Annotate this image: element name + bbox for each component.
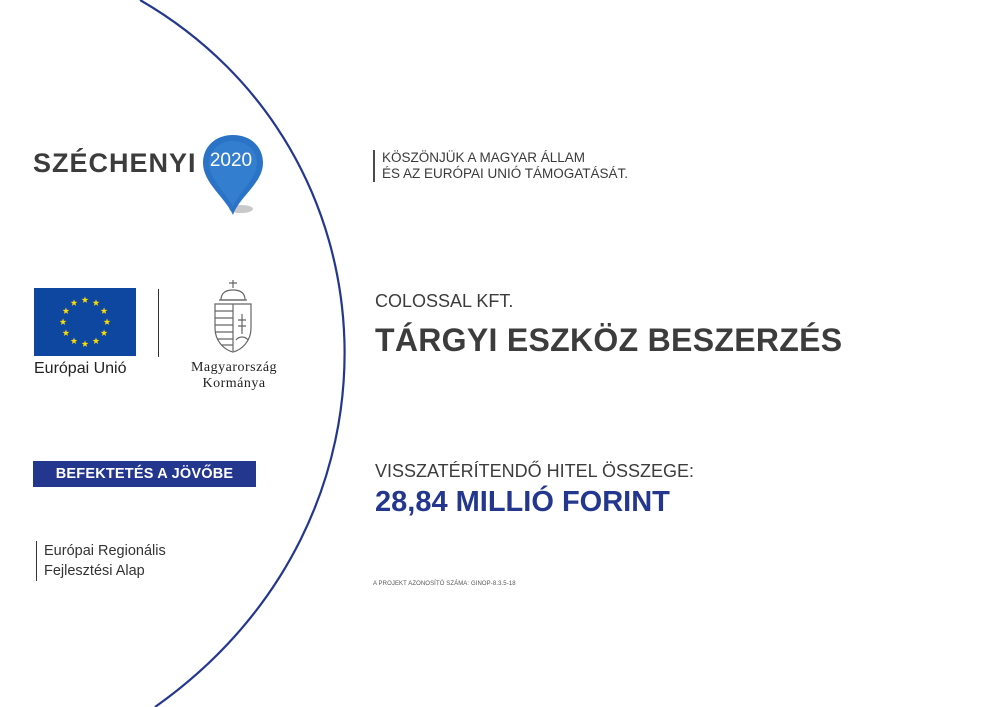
szechenyi-wordmark: SZÉCHENYI (33, 148, 197, 178)
fund-line-1: Európai Regionális (44, 543, 166, 559)
eu-flag-icon (34, 288, 136, 356)
logo-divider (158, 289, 159, 357)
loan-label: VISSZATÉRÍTENDŐ HITEL ÖSSZEGE: (375, 461, 695, 481)
eu-label: Európai Unió (34, 360, 127, 377)
government-line-1: Magyarország (190, 360, 278, 375)
hungary-coat-of-arms-icon (211, 278, 255, 354)
project-title: TÁRGYI ESZKÖZ BESZERZÉS (375, 322, 843, 358)
invest-in-future-badge: BEFEKTETÉS A JÖVŐBE (33, 461, 256, 487)
government-line-2: Kormánya (202, 376, 266, 391)
thanks-line-1: KÖSZÖNJÜK A MAGYAR ÁLLAM (382, 150, 586, 165)
szechenyi-pin-icon (203, 135, 263, 217)
company-name: COLOSSAL KFT. (375, 291, 514, 311)
thanks-line-2: ÉS AZ EURÓPAI UNIÓ TÁMOGATÁSÁT. (382, 166, 629, 181)
project-id: A PROJEKT AZONOSÍTÓ SZÁMA: GINOP-8.3.5-18 (373, 581, 516, 587)
szechenyi-year: 2020 (209, 150, 253, 171)
loan-amount: 28,84 MILLIÓ FORINT (375, 486, 670, 518)
thanks-statement (373, 150, 628, 182)
erdf-fund-label (36, 541, 166, 581)
fund-line-2: Fejlesztési Alap (44, 563, 145, 579)
